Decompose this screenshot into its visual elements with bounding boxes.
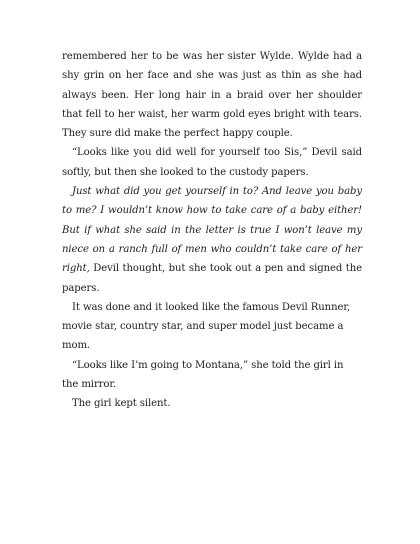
paragraph-becomes-mom: It was done and it looked like the famous Devil Runner, movie star, country star, and super model just became a mom.: [62, 301, 351, 352]
inner-thought-text: Just what did you get yourself in to? And leave you baby to me? I wouldn’t know how to take care of a baby either! But if what she said in the letter is true I won’t leave my niece on a ranch full of men who couldn’t take care of her right,: [62, 186, 362, 275]
paragraph-devil-thoughts: [62, 182, 362, 298]
paragraph-continuation: remembered her to be was her sister Wylde. Wylde had a shy grin on her face and she was just as thin as she had always been. Her long hair in a braid over her shoulder that fell to her waist, her warm gold eyes bright with tears. They sure did make the perfect happy couple.: [62, 51, 362, 140]
narration-text: Devil thought, but she took out a pen and signed the papers.: [62, 263, 362, 294]
body-text: [62, 47, 362, 414]
paragraph-silent: The girl kept silent.: [72, 398, 171, 410]
paragraph-montana: “Looks like I’m going to Montana,” she told the girl in the mirror.: [62, 359, 344, 391]
paragraph-dialogue-devil: “Looks like you did well for yourself too Sis,” Devil said softly, but then she looked to the custody papers.: [62, 147, 362, 178]
